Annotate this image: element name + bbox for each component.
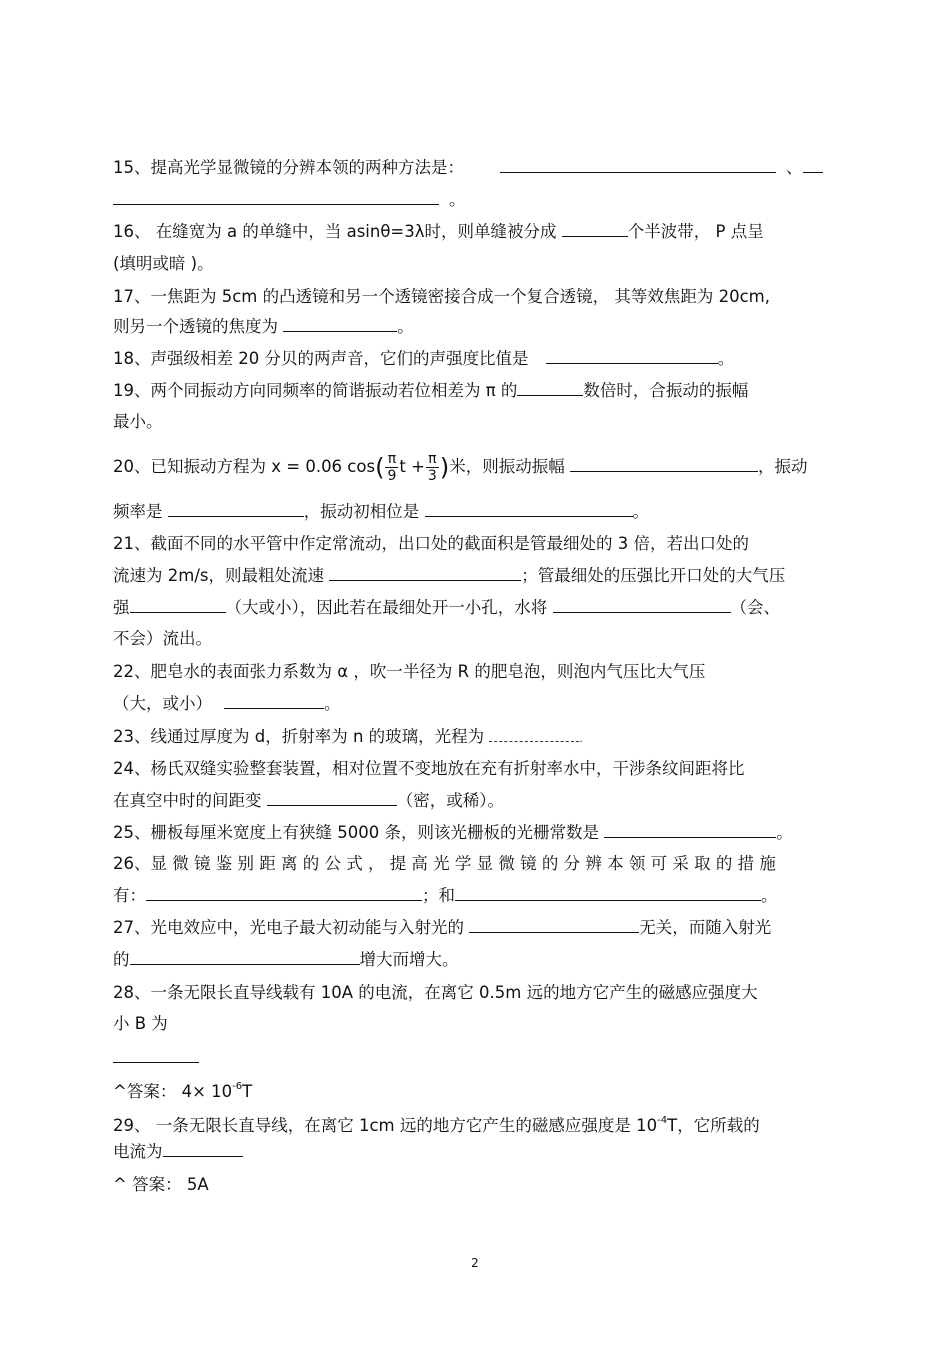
q26-blank-2[interactable]: [455, 886, 761, 901]
q26-blank-1[interactable]: [146, 886, 422, 901]
q29-line1: 29、 一条无限长直导线，在离它 1cm 远的地方它产生的磁感应强度是 $10^{-4}T$，它所载的: [113, 1115, 760, 1135]
q22-line1: 22、肥皂水的表面张力系数为 α ，吹一半径为 R 的肥皂泡，则泡内气压比大气压: [113, 662, 706, 681]
q24-line1: 24、杨氏双缝实验整套装置，相对位置不变地放在充有折射率水中，干涉条纹间距将比: [113, 759, 745, 778]
q15-line1: 15、提高光学显微镜的分辨本领的两种方法是： 、: [113, 157, 823, 179]
q29-answer: ^ 答案： 5A: [113, 1175, 209, 1194]
q19-line1: 19、两个同振动方向同频率的简谐振动若位相差为 π 的 数倍时，合振动的振幅: [113, 381, 749, 400]
q28-blank[interactable]: [113, 1048, 199, 1063]
q21-line4: 不会）流出。: [113, 629, 212, 648]
fraction-pi-over-3: $\frac{\pi}{3}$: [427, 451, 437, 484]
q26-line1: 26、显 微 镜 鉴 别 距 离 的 公 式 ， 提 高 光 学 显 微 镜 的 分 辨 本 领 可 采 取 的 措 施: [113, 854, 776, 873]
q16-blank-halfzones[interactable]: [562, 222, 628, 237]
q20-line2: 频率是 ，振动初相位是 。: [113, 502, 649, 521]
q21-blank-velocity[interactable]: [329, 566, 521, 581]
fraction-pi-over-9: $\frac{\pi}{9}$: [387, 451, 397, 484]
q17-line1: 17、一焦距为 5cm 的凸透镜和另一个透镜密接合成一个复合透镜， 其等效焦距为 20cm,: [113, 287, 771, 306]
page-number: 2: [471, 1256, 479, 1270]
q21-line2: 流速为 2m/s，则最粗处流速 ；管最细处的压强比开口处的大气压: [113, 566, 786, 585]
q28-line2: 小 B 为: [113, 1014, 168, 1033]
q21-line1: 21、截面不同的水平管中作定常流动，出口处的截面积是管最细处的 3 倍，若出口处的: [113, 534, 749, 553]
q21-blank-flow[interactable]: [553, 598, 731, 613]
q24-line2: 在真空中时的间距变 （密，或稀）。: [113, 791, 504, 810]
q29-line2: 电流为: [113, 1141, 243, 1163]
q15-line2: 。: [113, 189, 466, 211]
q16-line1: 16、 在缝宽为 a 的单缝中，当 asinθ=3λ时，则单缝被分成 个半波带， P 点呈: [113, 222, 764, 241]
q28-blank-line: [113, 1047, 199, 1069]
q20-blank-phase[interactable]: [425, 502, 633, 517]
q27-line2: 的 增大而增大。: [113, 950, 459, 969]
q23-blank[interactable]: [489, 729, 579, 742]
q17-line2: 则另一个透镜的焦度为 。: [113, 317, 414, 336]
q17-blank[interactable]: [283, 317, 397, 332]
q18-blank[interactable]: [546, 349, 718, 364]
q22-line2: （大，或小） 。: [113, 694, 341, 713]
q26-line2: 有： ；和 。: [113, 886, 778, 905]
q18-line: 18、声强级相差 20 分贝的两声音，它们的声强度比值是 。: [113, 349, 735, 368]
q28-line1: 28、一条无限长直导线载有 10A 的电流，在离它 0.5m 远的地方它产生的磁感应强度大: [113, 983, 758, 1002]
q24-blank[interactable]: [267, 791, 397, 806]
q21-blank-pressure[interactable]: [130, 598, 226, 613]
q22-blank[interactable]: [224, 694, 324, 709]
q29-blank[interactable]: [163, 1142, 243, 1157]
q16-line2: (填明或暗 )。: [113, 254, 214, 273]
q23-line: 23、线通过厚度为 d，折射率为 n 的玻璃，光程为 .: [113, 727, 583, 746]
q15-blank-1[interactable]: [500, 158, 776, 173]
q15-blank-2[interactable]: [113, 190, 439, 205]
q20-line1: 20、已知振动方程为 x = 0.06 cos( $\frac{\pi}{9}$ t + $\frac{\pi}{3}$ )米，则振动振幅 ，振动: [113, 451, 808, 484]
q15-blank-1b[interactable]: [803, 158, 823, 173]
q27-blank-2[interactable]: [130, 950, 360, 965]
q27-line1: 27、光电效应中，光电子最大初动能与入射光的 无关，而随入射光: [113, 918, 772, 937]
q25-blank[interactable]: [604, 823, 776, 838]
q20-blank-frequency[interactable]: [168, 502, 304, 517]
q19-blank[interactable]: [517, 381, 583, 396]
q21-line3: 强 （大或小），因此若在最细处开一小孔，水将 （会、: [113, 598, 780, 617]
q19-line2: 最小。: [113, 412, 163, 431]
q25-line: 25、栅板每厘米宽度上有狭缝 5000 条，则该光栅板的光栅常数是 。: [113, 823, 793, 842]
q20-blank-amplitude[interactable]: [570, 457, 758, 472]
q27-blank-1[interactable]: [469, 918, 639, 933]
q28-answer: ^答案： $4\times 10^{-6}T$: [113, 1081, 253, 1101]
